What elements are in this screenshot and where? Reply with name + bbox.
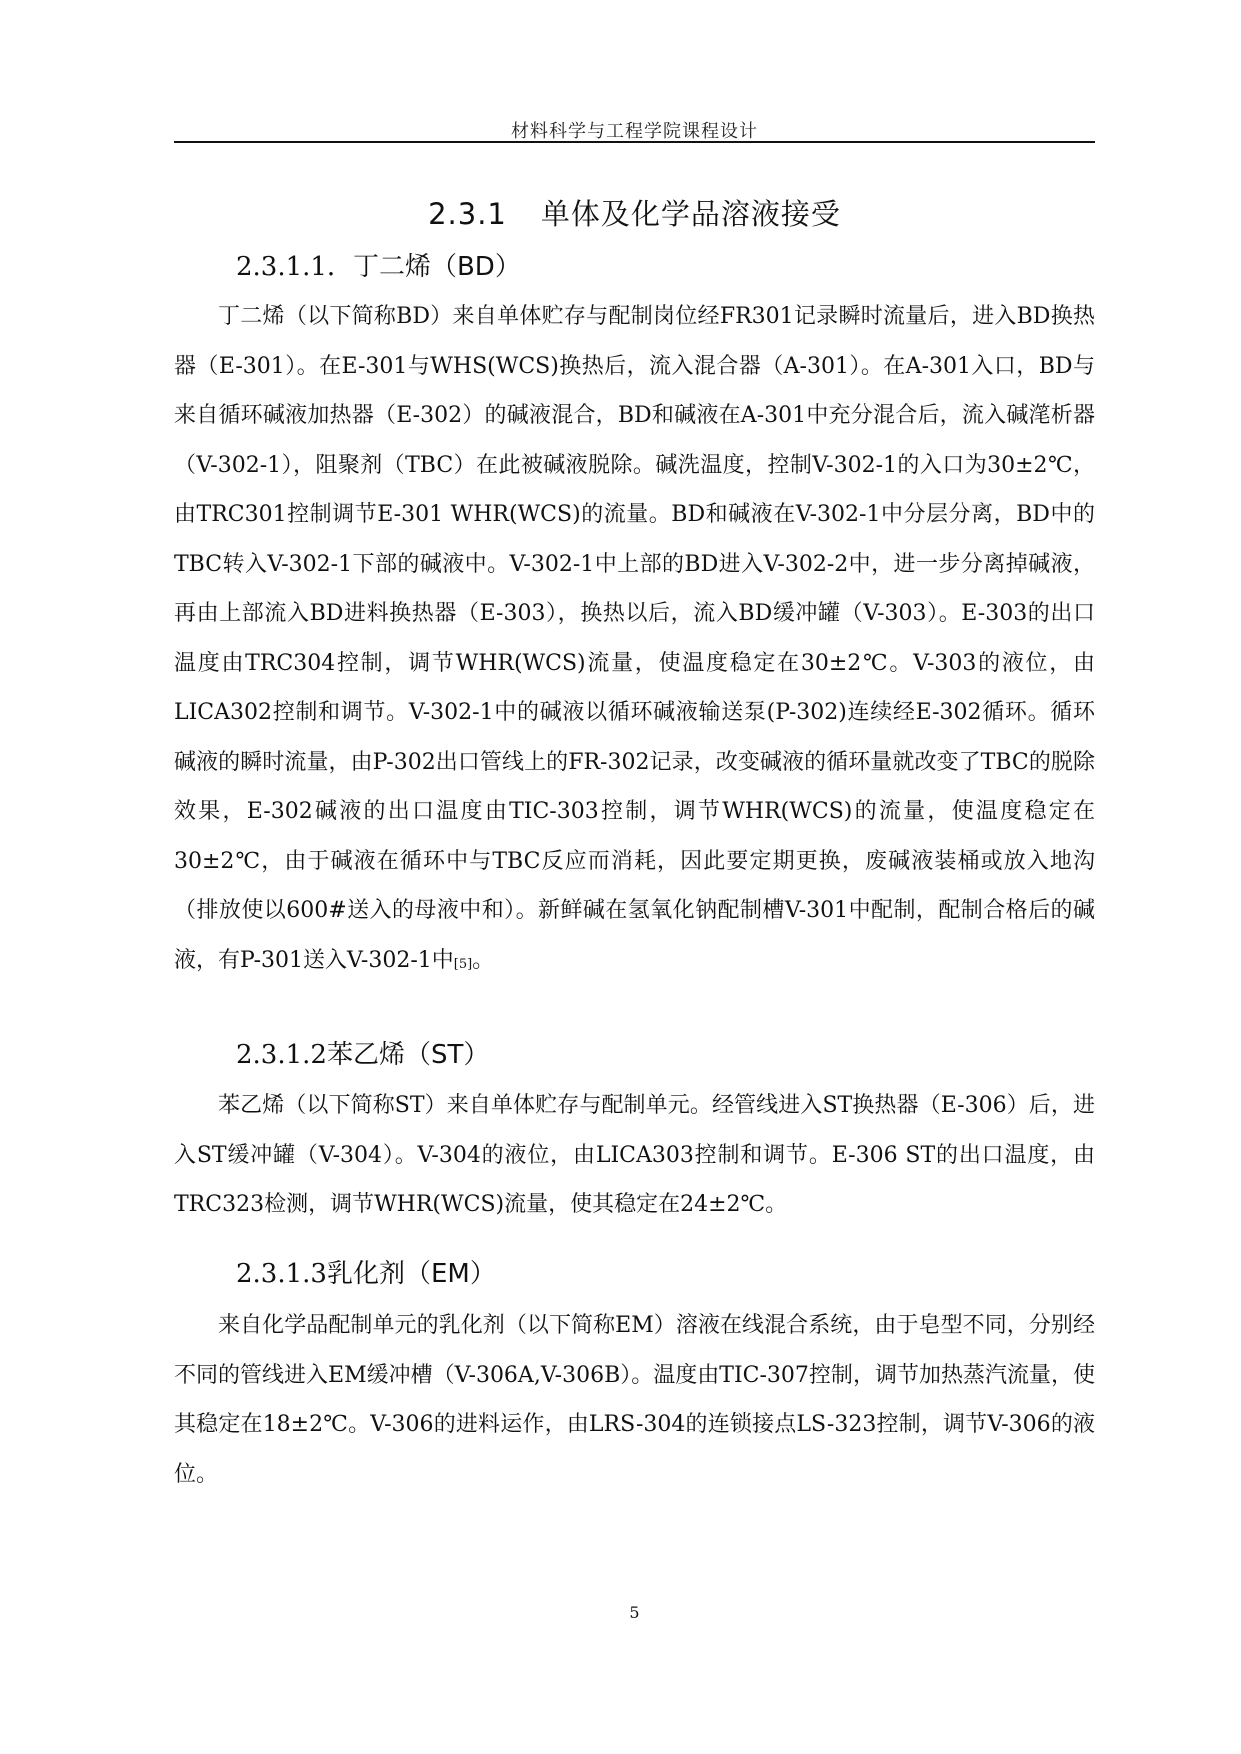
section-title-text: 单体及化学品溶液接受 <box>540 197 841 231</box>
subheading-bd <box>236 246 521 283</box>
paragraph-tail: 。 <box>472 947 495 973</box>
paragraph-bd <box>174 292 1095 988</box>
running-header: 材料科学与工程学院课程设计 <box>511 121 758 142</box>
citation-ref: [5] <box>453 956 473 972</box>
paragraph-em <box>174 1301 1095 1499</box>
subheading-title: 苯乙烯（ST） <box>326 1040 490 1070</box>
subheading-em <box>236 1253 496 1290</box>
subheading-st <box>236 1034 489 1071</box>
subheading-number: 2.3.1.1． <box>236 252 353 282</box>
page-number: 5 <box>629 1603 640 1622</box>
section-title <box>174 192 1095 233</box>
subheading-title: 乳化剂（EM） <box>326 1259 496 1289</box>
paragraph-st <box>174 1081 1095 1230</box>
section-number: 2.3.1 <box>428 197 507 231</box>
paragraph-text: 丁二烯（以下简称BD）来自单体贮存与配制岗位经FR301记录瞬时流量后，进入BD换热器（E-301）。在E-301与WHS(WCS)换热后，流入混合器（A-301）。在A-301入口，BD与来自循环碱液加热器（E-302）的碱液混合，BD和碱液在A-301中充分混合后，流入碱滗析器（V-302-1），阻聚剂（TBC）在此被碱液脱除。碱洗温度，控制V-302-1的入口为30±2℃，由TRC301控制调节E-301 WHR(WCS)的流量。BD和碱液在V-302-1中分层分离，BD中的TBC转入V-302-1下部的碱液中。V-302-1中上部的BD进入V-302-2中，进一步分离掉碱液，再由上部流入BD进料换热器（E-303），换热以后，流入BD缓冲罐（V-303）。E-303的出口温度由TRC304控制，调节WHR(WCS)流量，使温度稳定在30±2℃。V-303的液位，由LICA302控制和调节。V-302-1中的碱液以循环碱液输送泵(P-302)连续经E-302循环。循环碱液的瞬时流量，由P-302出口管线上的FR-302记录，改变碱液的循环量就改变了TBC的脱除效果，E-302碱液的出口温度由TIC-303控制，调节WHR(WCS)的流量，使温度稳定在30±2℃，由于碱液在循环中与TBC反应而消耗，因此要定期更换，废碱液装桶或放入地沟（排放使以600#送入的母液中和）。新鲜碱在氢氧化钠配制槽V-301中配制，配制合格后的碱液，有P-301送入V-302-1中 <box>174 304 1095 973</box>
subheading-number: 2.3.1.2 <box>236 1040 327 1070</box>
paragraph-text: 来自化学品配制单元的乳化剂（以下简称EM）溶液在线混合系统，由于皂型不同，分别经不同的管线进入EM缓冲槽（V-306A,V-306B）。温度由TIC-307控制，调节加热蒸汽流量，使其稳定在18±2℃。V-306的进料运作，由LRS-304的连锁接点LS-323控制，调节V-306的液位。 <box>174 1313 1095 1487</box>
subheading-number: 2.3.1.3 <box>236 1259 327 1289</box>
subheading-title: 丁二烯（BD） <box>352 252 521 282</box>
header-rule <box>174 141 1095 143</box>
paragraph-text: 苯乙烯（以下简称ST）来自单体贮存与配制单元。经管线进入ST换热器（E-306）后，进入ST缓冲罐（V-304）。V-304的液位，由LICA303控制和调节。E-306 ST的出口温度，由TRC323检测，调节WHR(WCS)流量，使其稳定在24±2℃。 <box>174 1093 1095 1217</box>
